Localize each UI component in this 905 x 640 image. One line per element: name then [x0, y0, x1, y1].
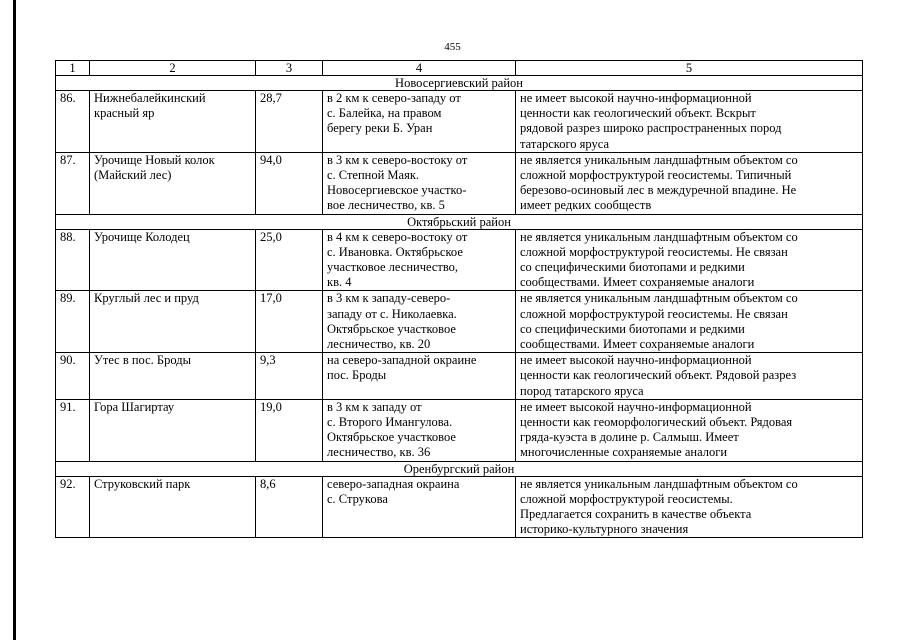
object-location: северо-западная окраина с. Струкова — [323, 476, 516, 538]
object-location: в 4 км к северо-востоку от с. Ивановка. Октябрьское участковое лесничество, кв. 4 — [323, 229, 516, 291]
object-note: не является уникальным ландшафтным объектом со сложной морфоструктурой геосистемы. Предлагается сохранить в качестве объекта историко-культурного значения — [516, 476, 863, 538]
row-number: 92. — [56, 476, 90, 538]
object-area: 94,0 — [256, 152, 323, 214]
col-header-4: 4 — [323, 61, 516, 76]
region-row — [56, 76, 863, 91]
object-name: Круглый лес и пруд — [90, 291, 256, 353]
object-location: в 3 км к северо-востоку от с. Степной Маяк. Новосергиевское участко- вое лесничество, кв. 5 — [323, 152, 516, 214]
object-location: в 3 км к западу-северо- западу от с. Николаевка. Октябрьское участковое лесничество, кв. 20 — [323, 291, 516, 353]
col-header-5: 5 — [516, 61, 863, 76]
row-number: 89. — [56, 291, 90, 353]
object-name: Нижнебалейкинский красный яр — [90, 91, 256, 153]
row-number: 86. — [56, 91, 90, 153]
object-name: Струковский парк — [90, 476, 256, 538]
page-number: 455 — [444, 41, 461, 53]
region-name: Октябрьский район — [56, 214, 863, 229]
object-area: 9,3 — [256, 353, 323, 400]
object-name: Урочище Колодец — [90, 229, 256, 291]
table-row — [56, 229, 863, 291]
region-name: Новосергиевский район — [56, 76, 863, 91]
object-note: не имеет высокой научно-информационной ценности как геологический объект. Вскрыт рядовой разрез широко распространенных пород татарского яруса — [516, 91, 863, 153]
object-area: 8,6 — [256, 476, 323, 538]
table-row — [56, 291, 863, 353]
col-header-1: 1 — [56, 61, 90, 76]
row-number: 88. — [56, 229, 90, 291]
col-header-2: 2 — [90, 61, 256, 76]
table-row — [56, 353, 863, 400]
table-row — [56, 399, 863, 461]
page-edge-bar — [13, 0, 16, 640]
row-number: 90. — [56, 353, 90, 400]
region-row — [56, 214, 863, 229]
object-name: Утес в пос. Броды — [90, 353, 256, 400]
object-note: не является уникальным ландшафтным объектом со сложной морфоструктурой геосистемы. Типичный березово-осиновый лес в междуречной впадине. Не имеет редких сообществ — [516, 152, 863, 214]
region-name: Оренбургский район — [56, 461, 863, 476]
table-row — [56, 152, 863, 214]
region-row — [56, 461, 863, 476]
col-header-3: 3 — [256, 61, 323, 76]
table-row — [56, 91, 863, 153]
row-number: 91. — [56, 399, 90, 461]
monuments-table — [55, 60, 863, 538]
object-note: не имеет высокой научно-информационной ценности как геоморфологический объект. Рядовая гряда-куэста в долине р. Салмыш. Имеет многочисленные сохраняемые аналоги — [516, 399, 863, 461]
object-note: не является уникальным ландшафтным объектом со сложной морфоструктурой геосистемы. Не связан со специфическими биотопами и редкими сообществами. Имеет сохраняемые аналоги — [516, 229, 863, 291]
table-row — [56, 476, 863, 538]
object-location: на северо-западной окраине пос. Броды — [323, 353, 516, 400]
object-area: 28,7 — [256, 91, 323, 153]
object-area: 17,0 — [256, 291, 323, 353]
object-area: 19,0 — [256, 399, 323, 461]
object-name: Урочище Новый колок (Майский лес) — [90, 152, 256, 214]
object-name: Гора Шагиртау — [90, 399, 256, 461]
object-location: в 2 км к северо-западу от с. Балейка, на правом берегу реки Б. Уран — [323, 91, 516, 153]
object-area: 25,0 — [256, 229, 323, 291]
object-note: не имеет высокой научно-информационной ценности как геологический объект. Рядовой разрез пород татарского яруса — [516, 353, 863, 400]
header-row — [56, 61, 863, 76]
row-number: 87. — [56, 152, 90, 214]
object-note: не является уникальным ландшафтным объектом со сложной морфоструктурой геосистемы. Не связан со специфическими биотопами и редкими сообществами. Имеет сохраняемые аналоги — [516, 291, 863, 353]
object-location: в 3 км к западу от с. Второго Имангулова. Октябрьское участковое лесничество, кв. 36 — [323, 399, 516, 461]
